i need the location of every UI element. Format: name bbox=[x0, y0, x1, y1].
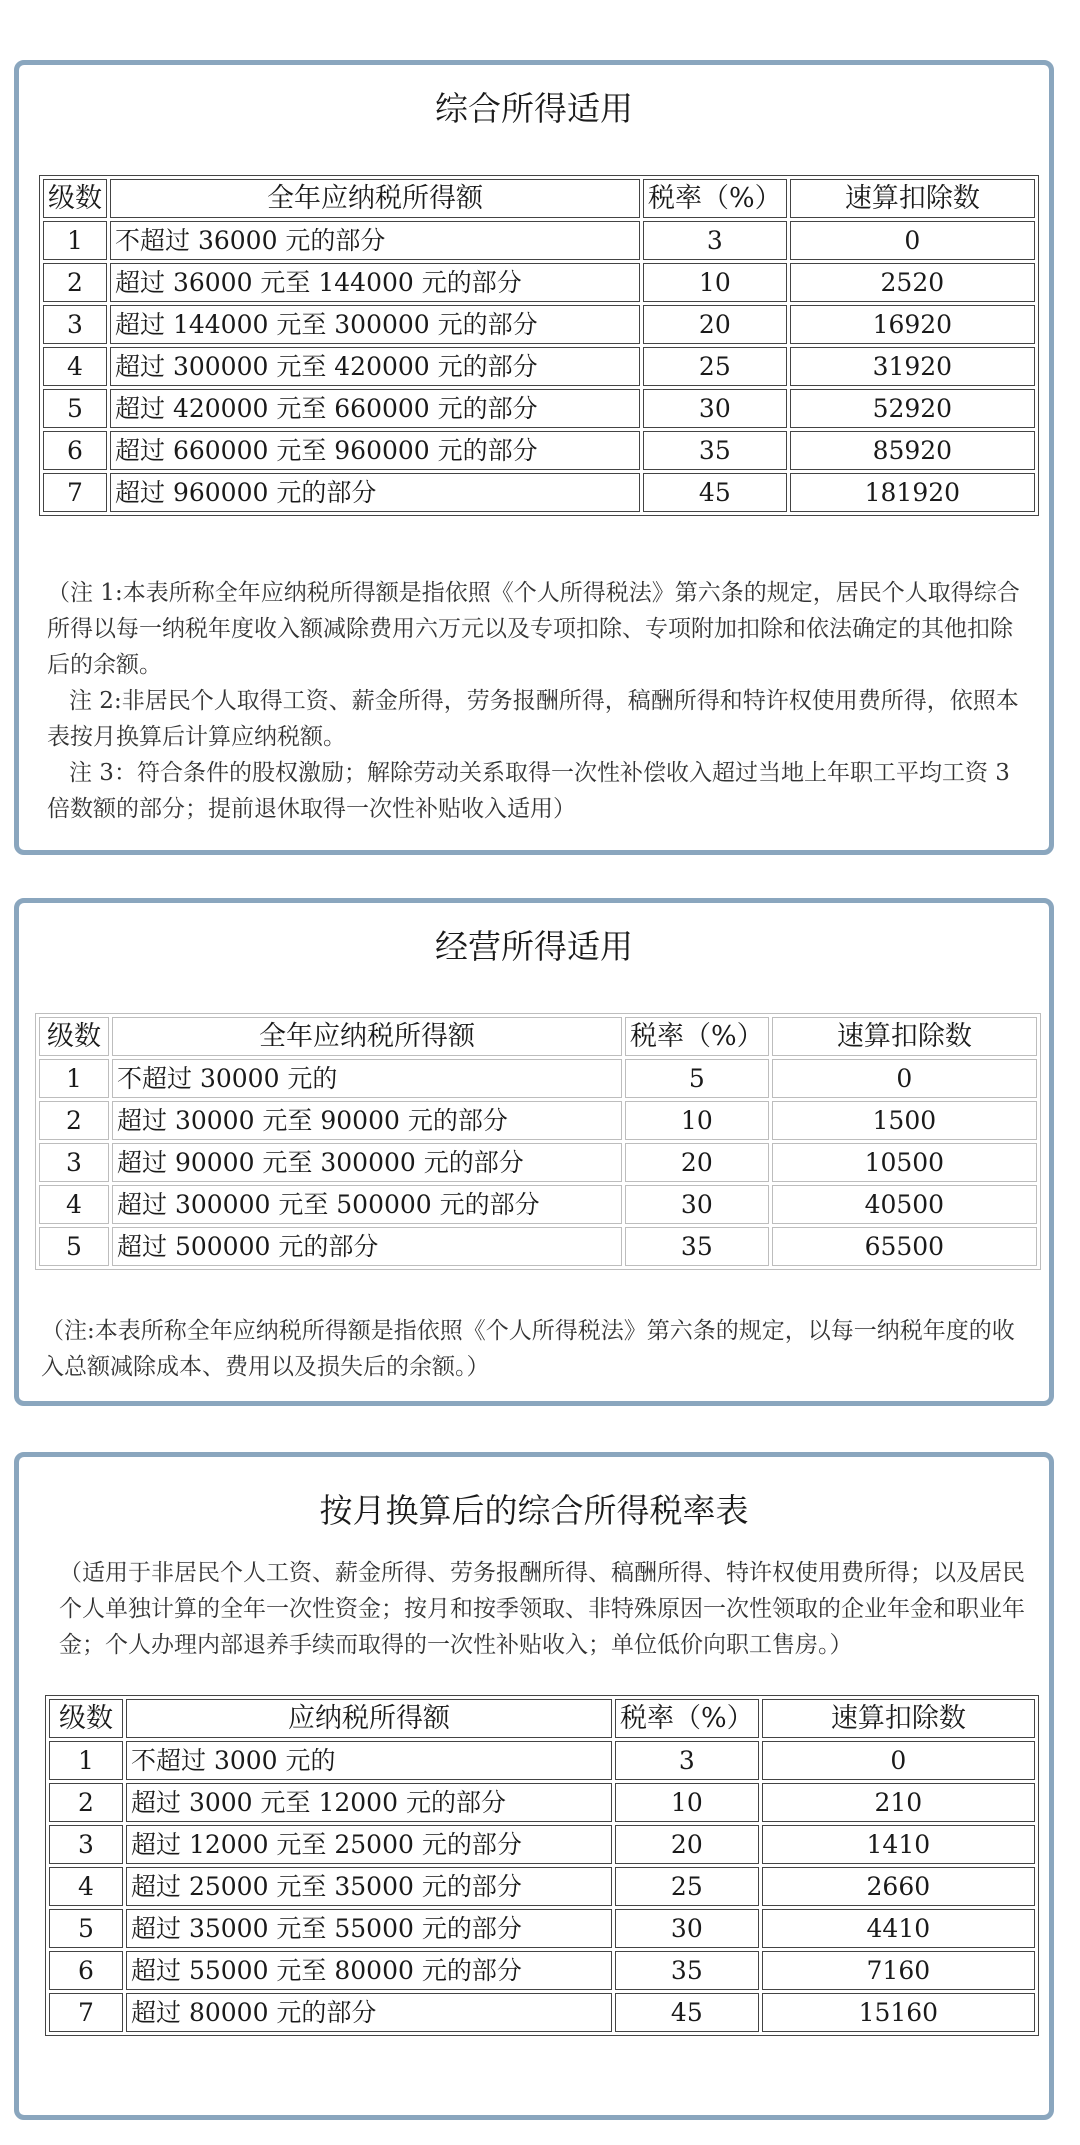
table-header-row bbox=[39, 1017, 1037, 1056]
level-cell: 2 bbox=[49, 1783, 123, 1822]
note-3: 注 3：符合条件的股权激励；解除劳动关系取得一次性补偿收入超过当地上年职工平均工资 3 倍数额的部分；提前退休取得一次性补贴收入适用） bbox=[47, 760, 1010, 822]
income-range-cell: 超过 12000 元至 25000 元的部分 bbox=[126, 1825, 612, 1864]
rate-cell: 30 bbox=[615, 1909, 759, 1948]
income-range-cell: 超过 300000 元至 500000 元的部分 bbox=[112, 1185, 622, 1224]
header-income: 全年应纳税所得额 bbox=[110, 179, 640, 218]
rate-cell: 30 bbox=[625, 1185, 769, 1224]
table-row bbox=[39, 1059, 1037, 1098]
rate-cell: 20 bbox=[615, 1825, 759, 1864]
deduction-cell: 1500 bbox=[772, 1101, 1037, 1140]
table-row bbox=[43, 263, 1035, 302]
table-row bbox=[39, 1101, 1037, 1140]
deduction-cell: 40500 bbox=[772, 1185, 1037, 1224]
table-row bbox=[43, 305, 1035, 344]
table-row bbox=[39, 1143, 1037, 1182]
header-level: 级数 bbox=[49, 1699, 123, 1738]
header-level: 级数 bbox=[43, 179, 107, 218]
table-row bbox=[43, 389, 1035, 428]
comprehensive-income-card bbox=[14, 60, 1054, 855]
monthly-rate-card bbox=[14, 1452, 1054, 2120]
rate-cell: 10 bbox=[643, 263, 787, 302]
level-cell: 4 bbox=[49, 1867, 123, 1906]
rate-cell: 45 bbox=[643, 473, 787, 512]
note-2: 注 2:非居民个人取得工资、薪金所得，劳务报酬所得，稿酬所得和特许权使用费所得，依照本表按月换算后计算应纳税额。 bbox=[47, 688, 1019, 750]
rate-cell: 25 bbox=[643, 347, 787, 386]
table-header-row bbox=[43, 179, 1035, 218]
table-row bbox=[39, 1227, 1037, 1266]
deduction-cell: 0 bbox=[772, 1059, 1037, 1098]
level-cell: 1 bbox=[39, 1059, 109, 1098]
income-range-cell: 超过 55000 元至 80000 元的部分 bbox=[126, 1951, 612, 1990]
income-range-cell: 超过 80000 元的部分 bbox=[126, 1993, 612, 2032]
deduction-cell: 0 bbox=[790, 221, 1035, 260]
deduction-cell: 0 bbox=[762, 1741, 1035, 1780]
business-income-note: （注:本表所称全年应纳税所得额是指依照《个人所得税法》第六条的规定，以每一纳税年度的收入总额减除成本、费用以及损失后的余额。） bbox=[41, 1318, 1015, 1380]
rate-cell: 35 bbox=[643, 431, 787, 470]
header-deduction: 速算扣除数 bbox=[790, 179, 1035, 218]
rate-cell: 5 bbox=[625, 1059, 769, 1098]
income-range-cell: 不超过 3000 元的 bbox=[126, 1741, 612, 1780]
header-rate: 税率（%） bbox=[643, 179, 787, 218]
rate-cell: 30 bbox=[643, 389, 787, 428]
header-deduction: 速算扣除数 bbox=[772, 1017, 1037, 1056]
business-income-card bbox=[14, 898, 1054, 1406]
note-1: （注 1:本表所称全年应纳税所得额是指依照《个人所得税法》第六条的规定，居民个人取得综合所得以每一纳税年度收入额减除费用六万元以及专项扣除、专项附加扣除和依法确定的其他扣除后的余额。 bbox=[47, 580, 1020, 678]
comprehensive-income-notes bbox=[47, 575, 1029, 827]
table-row bbox=[39, 1185, 1037, 1224]
table-row bbox=[43, 431, 1035, 470]
rate-cell: 35 bbox=[615, 1951, 759, 1990]
rate-cell: 3 bbox=[643, 221, 787, 260]
level-cell: 3 bbox=[49, 1825, 123, 1864]
income-range-cell: 超过 25000 元至 35000 元的部分 bbox=[126, 1867, 612, 1906]
level-cell: 4 bbox=[43, 347, 107, 386]
income-range-cell: 超过 960000 元的部分 bbox=[110, 473, 640, 512]
deduction-cell: 7160 bbox=[762, 1951, 1035, 1990]
income-range-cell: 不超过 36000 元的部分 bbox=[110, 221, 640, 260]
deduction-cell: 10500 bbox=[772, 1143, 1037, 1182]
rate-cell: 20 bbox=[625, 1143, 769, 1182]
table-row bbox=[49, 1783, 1035, 1822]
header-rate: 税率（%） bbox=[625, 1017, 769, 1056]
header-deduction: 速算扣除数 bbox=[762, 1699, 1035, 1738]
level-cell: 5 bbox=[39, 1227, 109, 1266]
rate-cell: 10 bbox=[615, 1783, 759, 1822]
monthly-rate-title: 按月换算后的综合所得税率表 bbox=[319, 1491, 749, 1530]
deduction-cell: 52920 bbox=[790, 389, 1035, 428]
deduction-cell: 65500 bbox=[772, 1227, 1037, 1266]
monthly-rate-intro: （适用于非居民个人工资、薪金所得、劳务报酬所得、稿酬所得、特许权使用费所得；以及居民个人单独计算的全年一次性资金；按月和按季领取、非特殊原因一次性领取的企业年金和职业年金；个人办理内部退养手续而取得的一次性补贴收入；单位低价向职工售房。） bbox=[59, 1560, 1025, 1658]
income-range-cell: 超过 30000 元至 90000 元的部分 bbox=[112, 1101, 622, 1140]
deduction-cell: 85920 bbox=[790, 431, 1035, 470]
monthly-rate-table bbox=[45, 1695, 1039, 2036]
level-cell: 5 bbox=[43, 389, 107, 428]
rate-cell: 35 bbox=[625, 1227, 769, 1266]
table-row bbox=[49, 1867, 1035, 1906]
header-income: 全年应纳税所得额 bbox=[112, 1017, 622, 1056]
table-row bbox=[49, 1741, 1035, 1780]
income-range-cell: 超过 3000 元至 12000 元的部分 bbox=[126, 1783, 612, 1822]
income-range-cell: 超过 500000 元的部分 bbox=[112, 1227, 622, 1266]
deduction-cell: 16920 bbox=[790, 305, 1035, 344]
deduction-cell: 210 bbox=[762, 1783, 1035, 1822]
level-cell: 2 bbox=[43, 263, 107, 302]
table-row bbox=[43, 473, 1035, 512]
level-cell: 6 bbox=[49, 1951, 123, 1990]
table-row bbox=[49, 1909, 1035, 1948]
income-range-cell: 不超过 30000 元的 bbox=[112, 1059, 622, 1098]
comprehensive-income-table bbox=[39, 175, 1039, 516]
header-rate: 税率（%） bbox=[615, 1699, 759, 1738]
income-range-cell: 超过 35000 元至 55000 元的部分 bbox=[126, 1909, 612, 1948]
header-level: 级数 bbox=[39, 1017, 109, 1056]
deduction-cell: 2520 bbox=[790, 263, 1035, 302]
table-row bbox=[49, 1825, 1035, 1864]
income-range-cell: 超过 660000 元至 960000 元的部分 bbox=[110, 431, 640, 470]
rate-cell: 25 bbox=[615, 1867, 759, 1906]
deduction-cell: 31920 bbox=[790, 347, 1035, 386]
income-range-cell: 超过 90000 元至 300000 元的部分 bbox=[112, 1143, 622, 1182]
deduction-cell: 15160 bbox=[762, 1993, 1035, 2032]
deduction-cell: 181920 bbox=[790, 473, 1035, 512]
income-range-cell: 超过 144000 元至 300000 元的部分 bbox=[110, 305, 640, 344]
level-cell: 7 bbox=[49, 1993, 123, 2032]
table-row bbox=[43, 221, 1035, 260]
level-cell: 4 bbox=[39, 1185, 109, 1224]
business-income-table bbox=[35, 1013, 1041, 1270]
income-range-cell: 超过 420000 元至 660000 元的部分 bbox=[110, 389, 640, 428]
rate-cell: 20 bbox=[643, 305, 787, 344]
deduction-cell: 4410 bbox=[762, 1909, 1035, 1948]
level-cell: 3 bbox=[39, 1143, 109, 1182]
business-income-title: 经营所得适用 bbox=[435, 927, 633, 966]
rate-cell: 45 bbox=[615, 1993, 759, 2032]
level-cell: 3 bbox=[43, 305, 107, 344]
level-cell: 1 bbox=[43, 221, 107, 260]
level-cell: 7 bbox=[43, 473, 107, 512]
level-cell: 2 bbox=[39, 1101, 109, 1140]
level-cell: 5 bbox=[49, 1909, 123, 1948]
table-row bbox=[43, 347, 1035, 386]
deduction-cell: 2660 bbox=[762, 1867, 1035, 1906]
rate-cell: 10 bbox=[625, 1101, 769, 1140]
income-range-cell: 超过 300000 元至 420000 元的部分 bbox=[110, 347, 640, 386]
level-cell: 1 bbox=[49, 1741, 123, 1780]
table-row bbox=[49, 1951, 1035, 1990]
table-header-row bbox=[49, 1699, 1035, 1738]
comprehensive-income-title: 综合所得适用 bbox=[435, 89, 633, 128]
table-row bbox=[49, 1993, 1035, 2032]
deduction-cell: 1410 bbox=[762, 1825, 1035, 1864]
income-range-cell: 超过 36000 元至 144000 元的部分 bbox=[110, 263, 640, 302]
header-income: 应纳税所得额 bbox=[126, 1699, 612, 1738]
level-cell: 6 bbox=[43, 431, 107, 470]
rate-cell: 3 bbox=[615, 1741, 759, 1780]
